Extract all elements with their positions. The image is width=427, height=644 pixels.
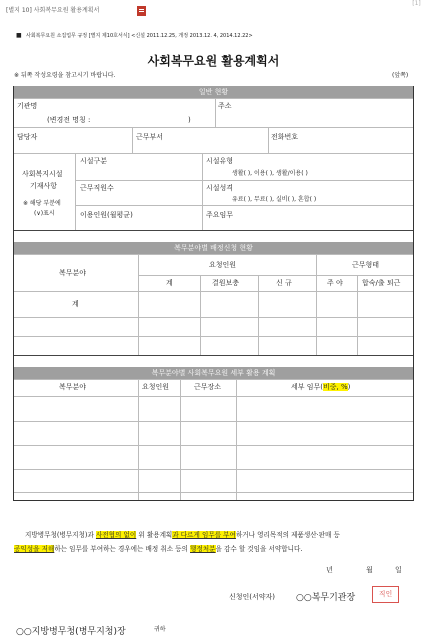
duty-label: 주요임무 <box>206 211 234 219</box>
bullet-mark: ■ <box>16 32 22 39</box>
address-label: 주소 <box>218 102 232 110</box>
fac-kind-options: 생활( ), 이용( ), 생활/이용( ) <box>232 170 308 177</box>
pledge-line-2: 공익성을 저해하는 임무를 부여하는 경우에는 배정 취소 등의 행정처분을 감수 할 것임을 서약합니다. <box>14 545 303 553</box>
fac-nature-label: 시설성격 <box>206 184 234 192</box>
plan-col-request: 요청인원 <box>142 383 170 391</box>
facility-note-2: (∨)표시 <box>34 210 55 217</box>
facility-label-1: 사회복지시설 <box>22 170 63 178</box>
applicant-label: 신청인(서약자) <box>229 593 276 601</box>
official-seal-stamp: 직인 <box>372 586 399 603</box>
staff-count-label: 근무직원수 <box>80 184 114 192</box>
alloc-sub-lodging: 합숙/출 퇴근 <box>362 279 401 287</box>
alloc-sub-new: 신 규 <box>276 279 292 287</box>
users-label: 이용인원(월평균) <box>80 211 133 219</box>
alloc-col-request: 요청인원 <box>209 261 237 269</box>
facility-note-1: ※ 해당 부분에 <box>23 200 61 207</box>
alloc-sub-vacancy: 결원보충 <box>212 279 240 287</box>
alloc-col-worktype: 근무형태 <box>352 261 380 269</box>
fac-type-label: 시설구분 <box>80 157 108 165</box>
agency-label: 기관명 <box>17 102 38 110</box>
date-month: 월 <box>366 566 373 574</box>
recipient-name: ○○지방병무청(병무지청)장 <box>16 627 126 637</box>
date-day: 일 <box>395 566 402 574</box>
recipient-suffix: 귀하 <box>154 626 166 633</box>
form-frame <box>13 86 414 501</box>
facility-label-2: 기재사항 <box>30 182 58 190</box>
note-right: (앞쪽) <box>392 72 409 79</box>
corner-indicator: [1] <box>412 0 421 7</box>
alloc-sub-total: 계 <box>166 279 173 287</box>
alloc-col-field: 복무분야 <box>59 269 87 277</box>
dept-label: 근무부서 <box>136 133 164 141</box>
agency-prev-name: (변경전 명칭 : <box>47 116 91 124</box>
plan-col-duty: 세부 임무(비중, %) <box>291 383 351 391</box>
note-left: ※ 뒤쪽 작성요령을 참고시기 바랍니다. <box>14 72 116 79</box>
plan-col-place: 근무장소 <box>194 383 222 391</box>
plan-col-field: 복무분야 <box>59 383 87 391</box>
agency-prev-close: ) <box>188 116 191 124</box>
applicant-name: ○○복무기관장 <box>296 593 356 603</box>
pledge-line-1: 지방병무청(병무지청)과 사전협의 없이 위 활용계획과 다르게 임무를 부여하거나 영리목적의 제품생산·판매 등 <box>25 531 340 539</box>
section-general-header: 일반 현황 <box>14 86 413 98</box>
plan-col-duty-highlight: 비중, % <box>323 383 348 391</box>
manager-label: 담당자 <box>17 133 38 141</box>
document-icon[interactable] <box>137 6 146 16</box>
form-label: [별지 10] 사회복무요원 활용계획서 <box>6 7 100 14</box>
phone-label: 전화번호 <box>271 133 299 141</box>
date-year: 년 <box>326 566 333 574</box>
alloc-row-total: 계 <box>72 300 79 308</box>
source-line: 사회복무요원 소집업무 규정 [별지 제10호서식] <신설 2011.12.25, 개정 2013.12. 4, 2014.12.22> <box>26 33 253 39</box>
fac-nature-options: 유료( ), 무료( ), 실비( ), 혼합( ) <box>232 196 317 203</box>
fac-kind-label: 시설유형 <box>206 157 234 165</box>
section-allocation-header: 복무분야별 배정신청 현황 <box>14 242 413 254</box>
alloc-sub-day: 주 야 <box>327 279 343 287</box>
top-bar <box>0 0 427 22</box>
page-title: 사회복무요원 활용계획서 <box>147 54 280 68</box>
section-plan-header: 복무분야별 사회복무요원 세부 활용 계획 <box>14 367 413 379</box>
